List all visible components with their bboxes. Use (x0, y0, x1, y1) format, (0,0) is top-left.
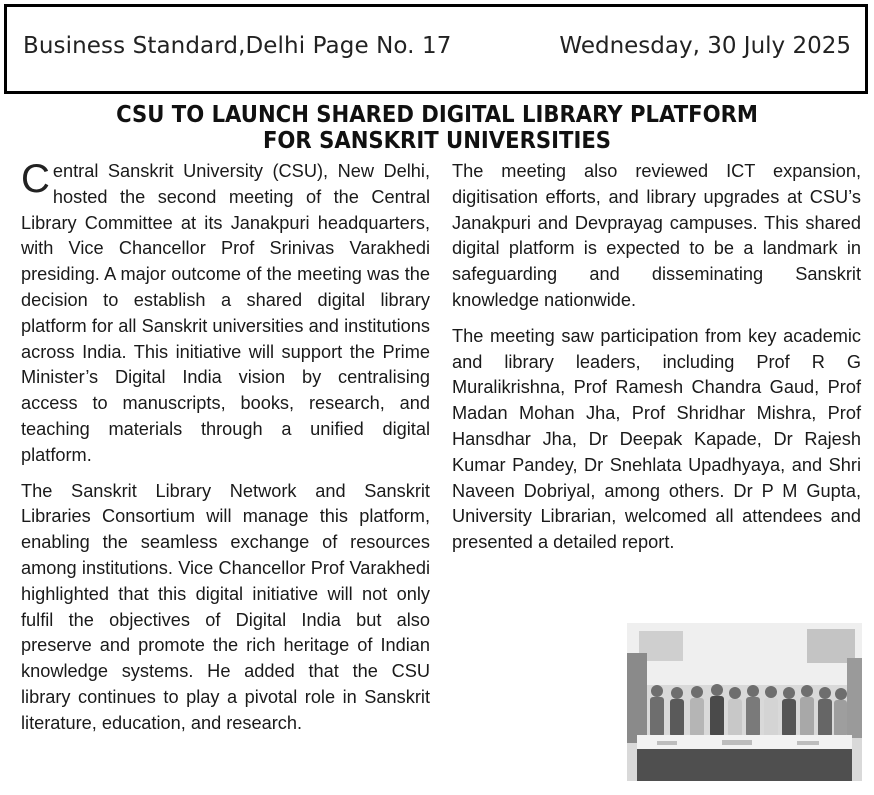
publication-date: Wednesday, 30 July 2025 (559, 33, 851, 59)
newspaper-header (4, 4, 868, 94)
headline-line-1: CSU TO LAUNCH SHARED DIGITAL LIBRARY PLATFORM (116, 102, 758, 128)
meeting-photo (627, 623, 862, 781)
article-paragraph-3: The meeting also reviewed ICT expansion, digitisation efforts, and library upgrades at CSU’s Janakpuri and Devprayag campuses. This shared digital platform is expected to be a landmark in safeguarding and disseminating Sanskrit knowledge nationwide. (452, 161, 861, 310)
meeting-photo-illustration (627, 623, 862, 781)
article-column-left (21, 159, 430, 747)
headline-line-2: FOR SANSKRIT UNIVERSITIES (262, 128, 612, 154)
paragraph-1-text: entral Sanskrit University (CSU), New Delhi, hosted the second meeting of the Central Library Committee at its Janakpuri headquarters, with Vice Chancellor Prof Srinivas Varakhedi presiding. A major outcome of the meeting was the decision to establish a shared digital library platform for all Sanskrit universities and institutions across India. This initiative will support the Prime Minister’s Digital India vision by centralising access to manuscripts, books, research, and teaching materials through a unified digital platform. (21, 161, 430, 465)
article-paragraph-2: The Sanskrit Library Network and Sanskrit Libraries Consortium will manage this platform, enabling the seamless exchange of resources among institutions. Vice Chancellor Prof Varakhedi highlighted that this digital initiative will not only fulfil the objectives of Digital India but also preserve and promote the rich heritage of Indian knowledge systems. He added that the CSU library continues to play a pivotal role in Sanskrit literature, education, and research. (21, 480, 430, 733)
drop-cap: C (21, 157, 50, 201)
article-paragraph-4: The meeting saw participation from key academic and library leaders, including Prof R G Muralikrishna, Prof Ramesh Chandra Gaud, Prof Madan Mohan Jha, Prof Shridhar Mishra, Prof Hansdhar Jha, Dr Deepak Kapade, Dr Rajesh Kumar Pandey, Dr Snehlata Upadhyaya, and Shri Naveen Dobriyal, among others. Dr P M Gupta, University Librarian, welcomed all attendees and presented a detailed report. (452, 325, 861, 553)
article-column-right (452, 159, 861, 566)
article-headline (90, 102, 784, 154)
article-paragraph-1 (21, 159, 430, 469)
newspaper-source: Business Standard,Delhi Page No. 17 (23, 33, 452, 59)
